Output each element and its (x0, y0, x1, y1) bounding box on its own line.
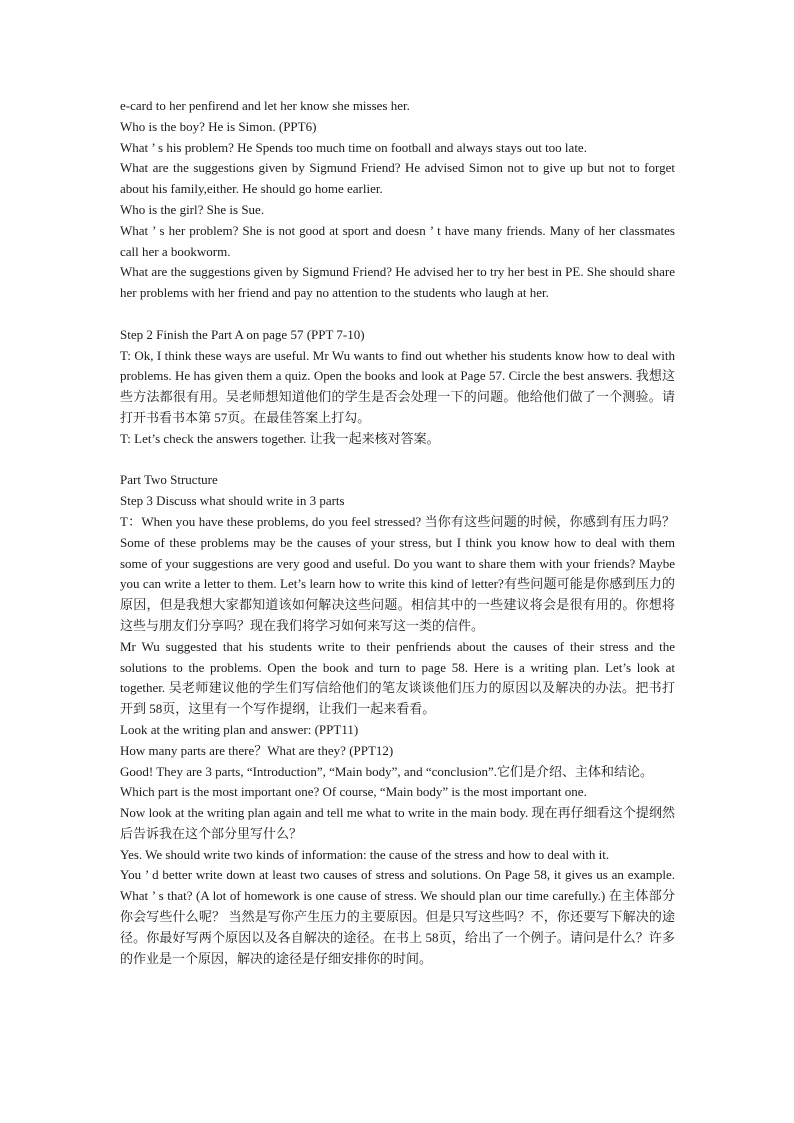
blank-line (120, 450, 675, 471)
paragraph: Who is the girl? She is Sue. (120, 201, 265, 217)
paragraph: How many parts are there？What are they? (PPT12) (120, 742, 394, 758)
paragraph: What are the suggestions given by Sigmund Friend? He advised her to try her best in PE. She should share her problems with her friend and pay no attention to the students who laugh at her. (120, 264, 675, 301)
section-heading: Step 3 Discuss what should write in 3 parts (120, 493, 345, 509)
document-page (120, 96, 675, 969)
paragraph: What ’ s his problem? He Spends too much time on football and always stays out too late. (120, 139, 587, 155)
section-heading: Part Two Structure (120, 472, 218, 488)
paragraph: Look at the writing plan and answer: (PPT11) (120, 721, 359, 737)
paragraph: What ’ s her problem? She is not good at sport and doesn ’ t have many friends. Many of her classmates call her a bookworm. (120, 222, 675, 259)
paragraph: Yes. We should write two kinds of information: the cause of the stress and how to deal with it. (120, 846, 610, 862)
paragraph: T: Let’s check the answers together. 让我一起来核对答案。 (120, 430, 440, 446)
paragraph: T: Ok, I think these ways are useful. Mr Wu wants to find out whether his students know how to deal with problems. He has given them a quiz. Open the books and look at Page 57. Circle the best answers. 我想这些方法都很有用。吴老师想知道他们的学生是否会处理一下的问题。他给他们做了一个测验。请打开书看书本第 57页。在最佳答案上打勾。 (120, 347, 675, 425)
paragraph: T：When you have these problems, do you feel stressed? 当你有这些问题的时候，你感到有压力吗？Some of these problems may be the causes of your stress, but I think you know how to deal with them some of your suggestions are very good and useful. Do you want to share them with your friends? Maybe you can write a letter to them. Let’s learn how to write this kind of letter?有些问题可能是你感到压力的原因，但是我想大家都知道该如何解决这些问题。相信其中的一些建议将会是很有用的。你想将这些与朋友们分享吗？现在我们将学习如何来写这一类的信件。 (120, 513, 675, 633)
paragraph: Mr Wu suggested that his students write to their penfriends about the causes of their stress and the solutions to the problems. Open the book and turn to page 58. Here is a writing plan. Let’s look at together. 吴老师建议他的学生们写信给他们的笔友谈谈他们压力的原因以及解决的办法。把书打开到 58页，这里有一个写作提纲，让我们一起来看看。 (120, 638, 675, 717)
paragraph: Who is the boy? He is Simon. (PPT6) (120, 118, 317, 134)
paragraph: Which part is the most important one? Of course, “Main body” is the most important one. (120, 784, 587, 800)
paragraph: What are the suggestions given by Sigmund Friend? He advised Simon not to give up but not to forget about his family,either. He should go home earlier. (120, 160, 675, 197)
paragraph: Good! They are 3 parts, “Introduction”, “Main body”, and “conclusion”.它们是介绍、主体和结论。 (120, 763, 654, 779)
section-heading: Step 2 Finish the Part A on page 57 (PPT 7-10) (120, 326, 365, 342)
paragraph: e-card to her penfirend and let her know she misses her. (120, 98, 410, 113)
paragraph: Now look at the writing plan again and tell me what to write in the main body. 现在再仔细看这个提纲然后告诉我在这个部分里写什么？ (120, 805, 675, 841)
paragraph: You ’ d better write down at least two causes of stress and solutions. On Page 58, it gives us an example. What ’ s that? (A lot of homework is one cause of stress. We should plan our time carefully.) 在主体部分你会写些什么呢？ 当然是写你产生压力的主要原因。但是只写这些吗？不，你还要写下解决的途径。你最好写两个原因以及各自解决的途径。在书上 58页，给出了一个例子。请问是什么？许多的作业是一个原因，解决的途径是仔细安排你的时间。 (120, 867, 675, 966)
blank-line (120, 304, 675, 325)
